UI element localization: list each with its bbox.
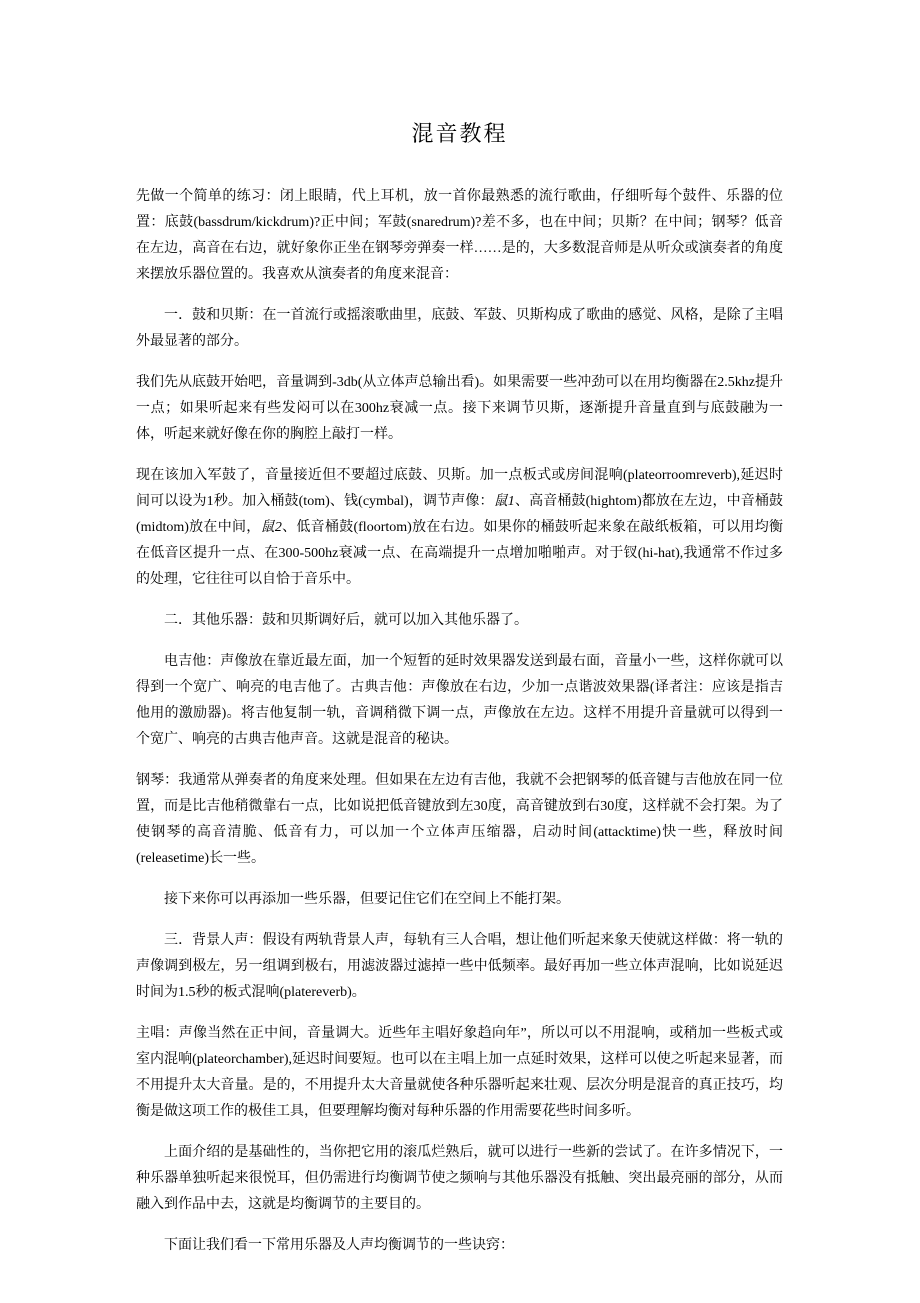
paragraph-kick-and-bass-setup: 我们先从底鼓开始吧，音量调到-3db(从立体声总输出看)。如果需要一些冲劲可以在用均衡器在2.5khz提升一点；如果听起来有些发闷可以在300hz衰减一点。接下来调节贝斯，逐渐提升音量直到与底鼓融为一体，听起来就好像在你的胸腔上敲打一样。 (136, 375, 783, 442)
italic-text-run: 鼠2 (260, 520, 282, 535)
paragraph-section-3-backing-vocals: 三．背景人声：假设有两轨背景人声，每轨有三人合唱，想让他们听起来象天使就这样做：将一轨的声像调到极左，另一组调到极右，用滤波器过滤掉一些中低频率。最好再加一些立体声混响，比如说延迟时间为1.5秒的板式混响(platereverb)。 (136, 933, 783, 1000)
paragraph-snare-toms-cymbals (136, 463, 783, 593)
paragraph-add-more-instruments: 接下来你可以再添加一些乐器，但要记住它们在空间上不能打架。 (164, 892, 570, 907)
paragraph-lead-vocal: 主唱：声像当然在正中间，音量调大。近些年主唱好象趋向年”，所以可以不用混响，或稍加一些板式或室内混响(plateorchamber),延迟时间要短。也可以在主唱上加一点延时效果，这样可以使之听起来显著，而不用提升太大音量。是的，不用提升太大音量就使各种乐器听起来壮观、层次分明是混音的真正技巧，均衡是做这项工作的极佳工具，但要理解均衡对每种乐器的作用需要花些时间多听。 (136, 1026, 783, 1119)
paragraph-advanced-eq-tips: 上面介绍的是基础性的，当你把它用的滚瓜烂熟后，就可以进行一些新的尝试了。在许多情况下，一种乐器单独听起来很悦耳，但仍需进行均衡调节使之频响与其他乐器没有抵触、突出最亮丽的部分，从而融入到作品中去，这就是均衡调节的主要目的。 (136, 1145, 783, 1212)
text-run: 现在该加入军鼓了，音量接近但不要超过底鼓、贝斯。加一点板式或房间混响(plateorroomreverb),延迟时间可以设为1秒。加入桶鼓(tom)、钱(cymbal)，调节声像： (136, 468, 783, 509)
paragraph-section-2-other-instruments: 二．其他乐器：鼓和贝斯调好后，就可以加入其他乐器了。 (164, 613, 528, 628)
text-run: 、高音桶鼓(hightom)都放在左边，中音桶鼓(midtom)放在中间， (136, 494, 784, 535)
paragraph-piano: 钢琴：我通常从弹奏者的角度来处理。但如果在左边有吉他，我就不会把钢琴的低音键与吉他放在同一位置，而是比吉他稍微靠右一点，比如说把低音键放到左30度，高音键放到右30度，这样就不会打架。为了使钢琴的高音清脆、低音有力，可以加一个立体声压缩器，启动时间(attacktime)快一些，释放时间(releasetime)长一些。 (136, 773, 783, 866)
text-run: 、低音桶鼓(floortom)放在右边。如果你的桶鼓听起来象在敲纸板箱，可以用均衡在低音区提升一点、在300-500hz衰减一点、在高端提升一点增加啪啪声。对于钗(hi-hat),我通常不作过多的处理，它往往可以自恰于音乐中。 (136, 520, 783, 587)
paragraph-section-1-drums-and-bass: 一．鼓和贝斯：在一首流行或摇滚歌曲里，底鼓、军鼓、贝斯构成了歌曲的感觉、风格，是除了主唱外最显著的部分。 (136, 308, 783, 349)
document-title: 混音教程 (411, 121, 508, 146)
paragraph-eq-tricks-lead-in: 下面让我们看一下常用乐器及人声均衡调节的一些诀窍： (164, 1238, 514, 1253)
paragraph-intro-exercise: 先做一个简单的练习：闭上眼睛，代上耳机，放一首你最熟悉的流行歌曲，仔细听每个鼓件、乐器的位置：底鼓(bassdrum/kickdrum)?正中间；军鼓(snaredrum)?差不多，也在中间；贝斯？在中间；钢琴？低音在左边，高音在右边，就好象你正坐在钢琴旁弹奏一样……是的，大多数混音师是从听众或演奏者的角度来摆放乐器位置的。我喜欢从演奏者的角度来混音： (136, 189, 783, 282)
paragraph-electric-and-classical-guitar: 电吉他：声像放在靠近最左面，加一个短暂的延时效果器发送到最右面，音量小一些，这样你就可以得到一个宽广、响亮的电吉他了。古典吉他：声像放在右边，少加一点谐波效果器(译者注：应该是指吉他用的激励器)。将吉他复制一轨，音调稍微下调一点，声像放在左边。这样不用提升音量就可以得到一个宽广、响亮的古典吉他声音。这就是混音的秘诀。 (136, 654, 783, 747)
italic-text-run: 鼠1 (493, 494, 515, 509)
